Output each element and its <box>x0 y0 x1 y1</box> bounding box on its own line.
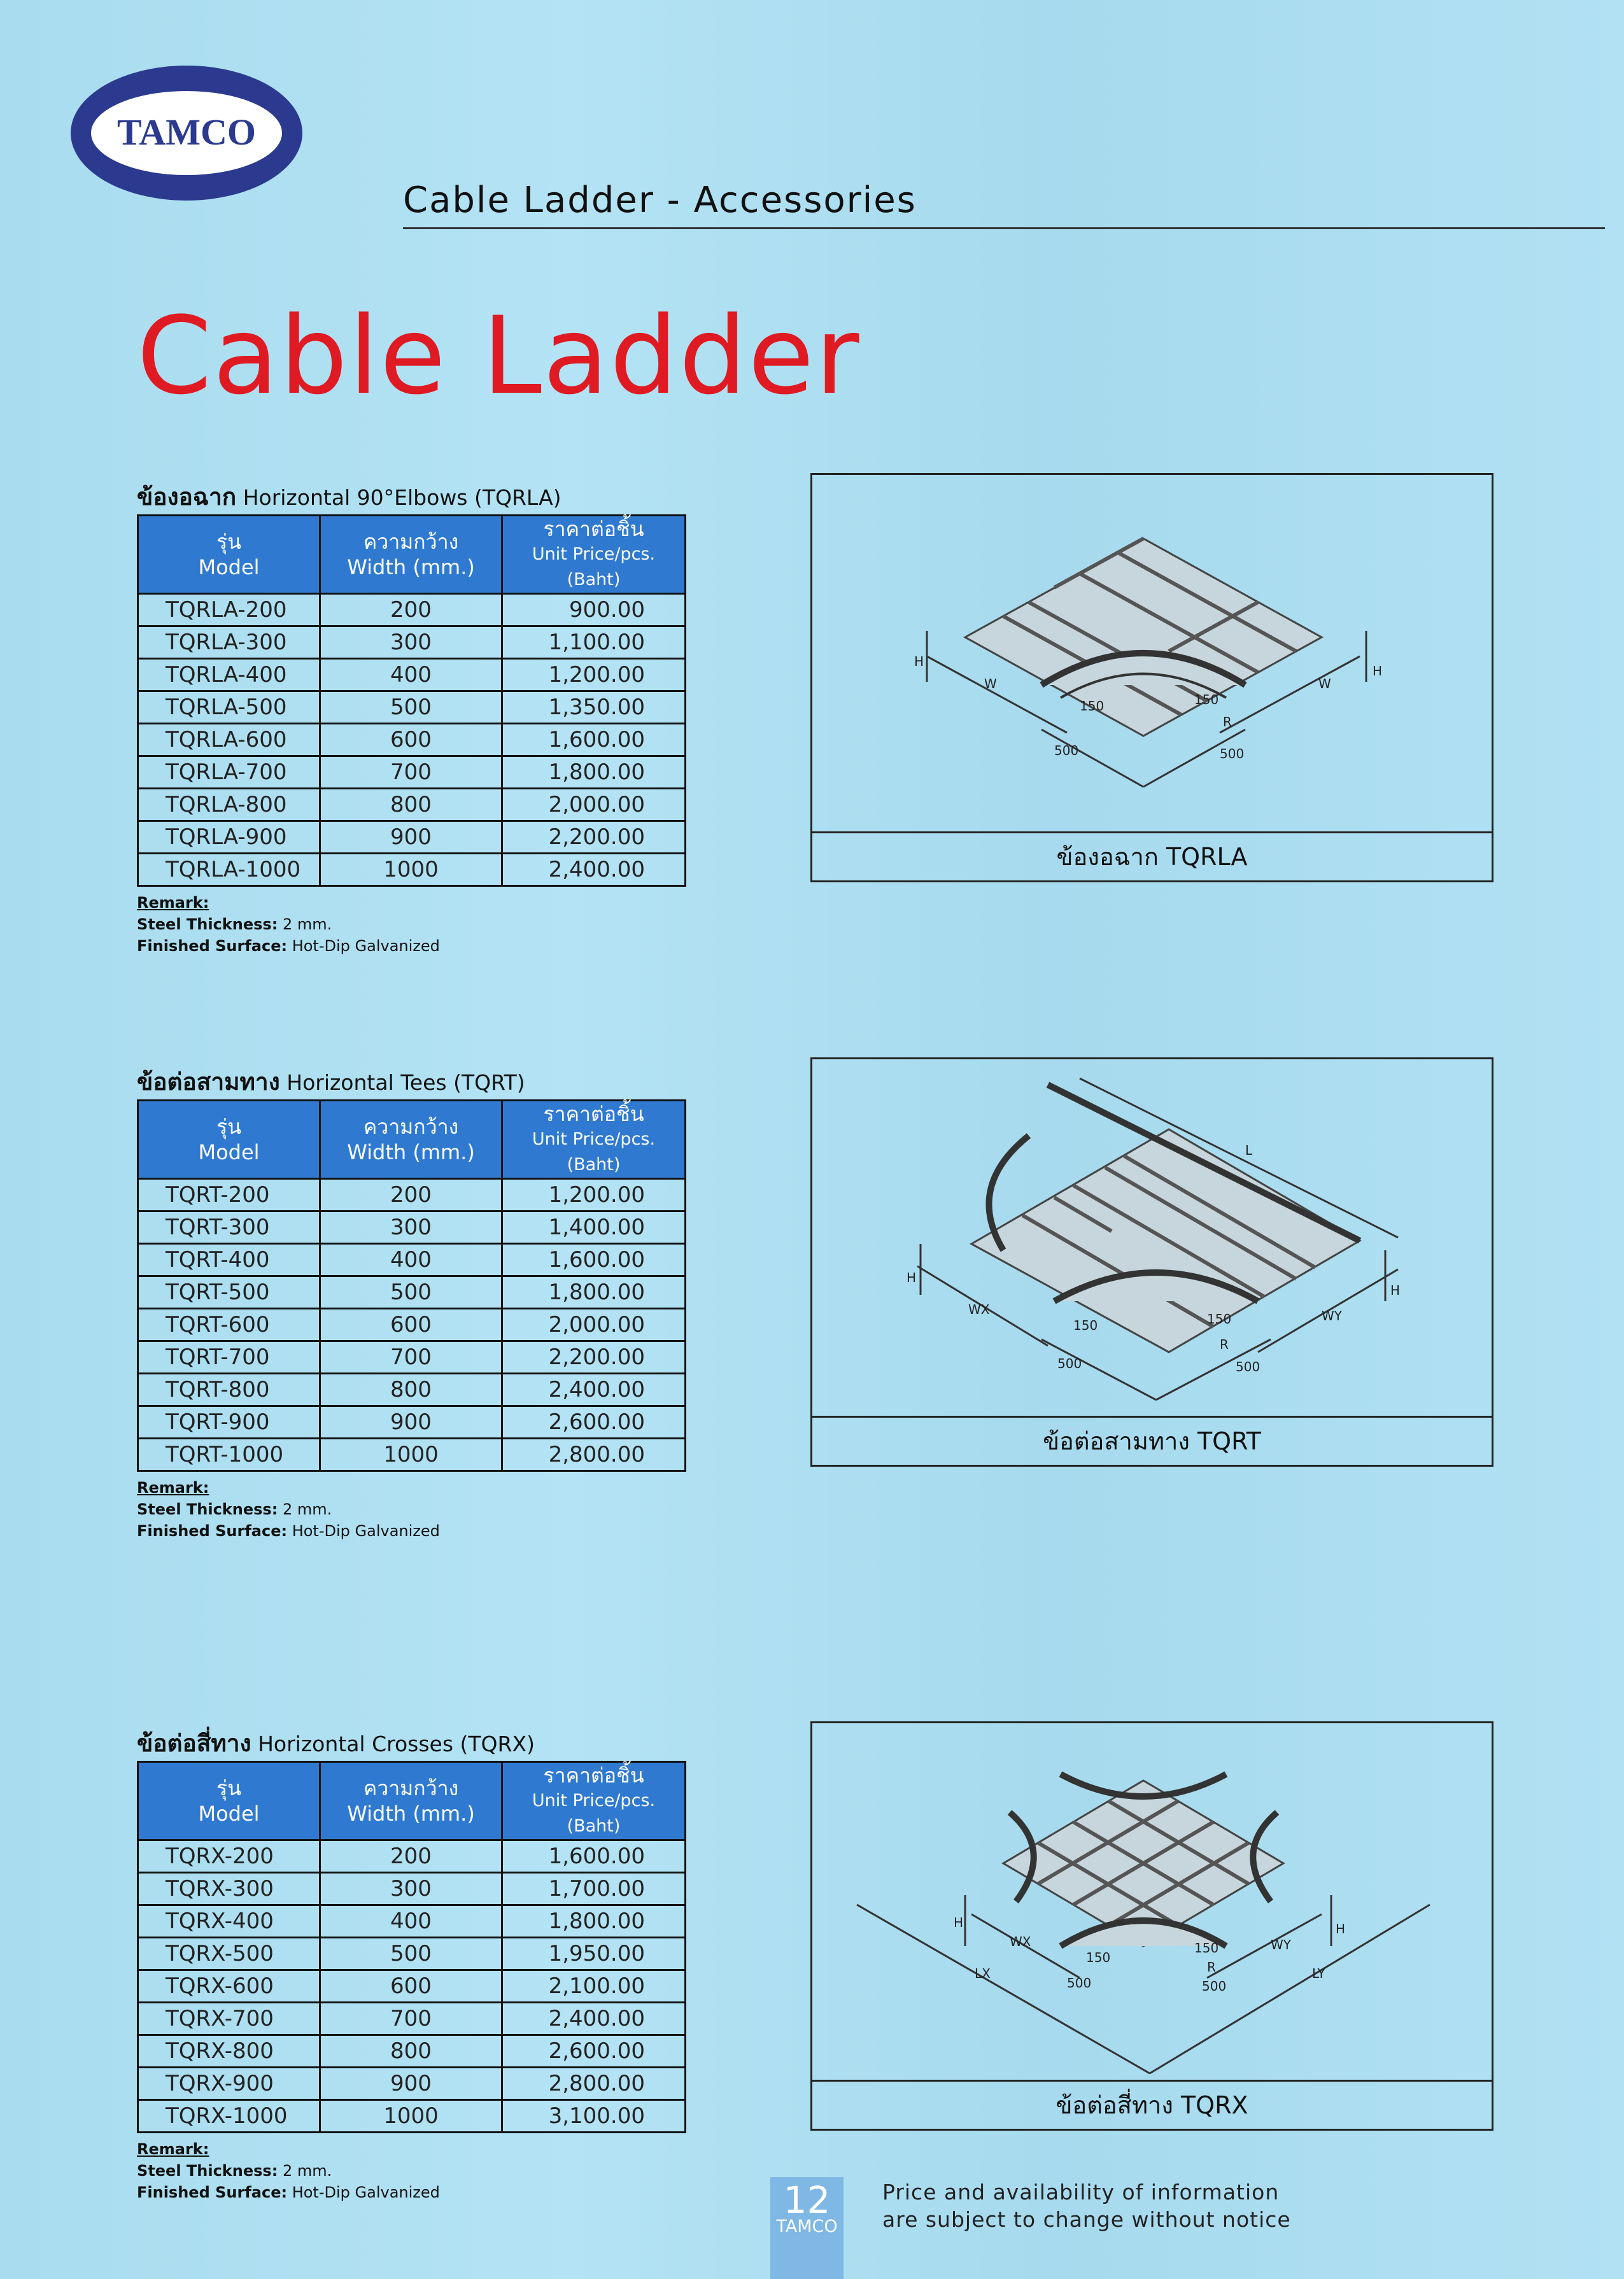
price-cell: 1,200.00 <box>502 1179 686 1211</box>
table-row <box>138 626 686 659</box>
dim-150-right: 150 <box>1194 692 1219 707</box>
diagram-cross <box>810 1721 1493 2131</box>
header-width: ความกว้าง Width (mm.) <box>320 1101 502 1179</box>
dim-h-right: H <box>1390 1283 1401 1298</box>
dim-150-right: 150 <box>1207 1311 1232 1327</box>
model-cell: TQRLA-400 <box>138 659 320 691</box>
width-cell: 800 <box>320 2035 502 2068</box>
width-cell: 200 <box>320 1179 502 1211</box>
table-row <box>138 1873 686 1905</box>
model-cell: TQRLA-1000 <box>138 854 320 886</box>
section-title-thai: ข้อต่อสี่ทาง <box>137 1730 251 1757</box>
width-cell: 700 <box>320 756 502 789</box>
logo-text: TAMCO <box>117 111 257 153</box>
model-cell: TQRT-900 <box>138 1406 320 1439</box>
dim-150-left: 150 <box>1073 1318 1098 1333</box>
price-cell: 1,800.00 <box>502 756 686 789</box>
table-row <box>138 1341 686 1374</box>
price-cell: 1,200.00 <box>502 659 686 691</box>
header-price: ราคาต่อชิ้น Unit Price/pcs. (Baht) <box>502 1762 686 1840</box>
model-cell: TQRX-800 <box>138 2035 320 2068</box>
width-cell: 500 <box>320 1276 502 1309</box>
header-price: ราคาต่อชิ้น Unit Price/pcs. (Baht) <box>502 1101 686 1179</box>
dim-w-left: W <box>984 676 997 691</box>
page-number: 12 <box>783 2178 831 2222</box>
model-cell: TQRT-600 <box>138 1309 320 1341</box>
page-title: Cable Ladder <box>137 293 861 418</box>
dim-w-right: W <box>1318 676 1331 691</box>
dim-150-right: 150 <box>1194 1940 1219 1956</box>
cross-drawing <box>812 1723 1492 2080</box>
price-table <box>137 514 686 887</box>
width-cell: 500 <box>320 1938 502 1970</box>
width-cell: 500 <box>320 691 502 724</box>
price-cell: 1,400.00 <box>502 1211 686 1244</box>
width-cell: 400 <box>320 1244 502 1276</box>
surface-value: Hot-Dip Galvanized <box>292 1522 440 1540</box>
thickness-value: 2 mm. <box>282 2162 332 2180</box>
diagram-tee <box>810 1057 1493 1467</box>
table-row <box>138 1905 686 1938</box>
width-cell: 400 <box>320 1905 502 1938</box>
price-cell: 2,000.00 <box>502 1309 686 1341</box>
diagram-caption: ข้อต่อสามทาง TQRT <box>812 1416 1492 1465</box>
model-cell: TQRLA-700 <box>138 756 320 789</box>
model-cell: TQRT-400 <box>138 1244 320 1276</box>
model-cell: TQRX-400 <box>138 1905 320 1938</box>
model-cell: TQRX-300 <box>138 1873 320 1905</box>
dim-wx: WX <box>968 1302 990 1317</box>
remark <box>137 1477 684 1542</box>
header-model: รุ่น Model <box>138 1762 320 1840</box>
table-row <box>138 1970 686 2003</box>
model-cell: TQRT-200 <box>138 1179 320 1211</box>
price-cell: 1,600.00 <box>502 1840 686 1873</box>
width-cell: 900 <box>320 2068 502 2100</box>
width-cell: 700 <box>320 2003 502 2035</box>
header-model: รุ่น Model <box>138 516 320 594</box>
table-row <box>138 724 686 756</box>
price-table <box>137 1761 686 2133</box>
tee-drawing <box>812 1059 1492 1416</box>
thickness-value: 2 mm. <box>282 1500 332 1518</box>
dim-150-left: 150 <box>1086 1950 1111 1965</box>
price-cell: 2,600.00 <box>502 2035 686 2068</box>
remark-label: Remark: <box>137 2140 209 2158</box>
surface-label: Finished Surface: <box>137 937 288 955</box>
remark <box>137 2138 684 2203</box>
thickness-label: Steel Thickness: <box>137 1500 278 1518</box>
price-cell: 2,100.00 <box>502 1970 686 2003</box>
table-row <box>138 1244 686 1276</box>
width-cell: 1000 <box>320 2100 502 2133</box>
table-row <box>138 756 686 789</box>
surface-label: Finished Surface: <box>137 2184 288 2201</box>
header-model: รุ่น Model <box>138 1101 320 1179</box>
header-title: Cable Ladder - Accessories <box>403 180 917 221</box>
width-cell: 900 <box>320 1406 502 1439</box>
model-cell: TQRLA-800 <box>138 789 320 821</box>
table-row <box>138 1179 686 1211</box>
dim-h-right: H <box>1336 1921 1346 1937</box>
width-cell: 300 <box>320 1211 502 1244</box>
table-row <box>138 1840 686 1873</box>
dim-h-left: H <box>907 1270 917 1285</box>
table-row <box>138 1276 686 1309</box>
model-cell: TQRX-900 <box>138 2068 320 2100</box>
surface-value: Hot-Dip Galvanized <box>292 937 440 955</box>
dim-500-right: 500 <box>1236 1359 1260 1374</box>
section-title-english: Horizontal 90°Elbows (TQRLA) <box>243 485 561 510</box>
section-title-english: Horizontal Crosses (TQRX) <box>258 1732 535 1756</box>
dim-wy: WY <box>1322 1308 1342 1323</box>
dim-500-right: 500 <box>1220 746 1245 761</box>
table-row <box>138 1938 686 1970</box>
footer-note-line-1: Price and availability of information <box>882 2180 1280 2205</box>
price-cell: 2,200.00 <box>502 1341 686 1374</box>
width-cell: 200 <box>320 1840 502 1873</box>
dim-wx: WX <box>1010 1934 1031 1949</box>
surface-label: Finished Surface: <box>137 1522 288 1540</box>
width-cell: 600 <box>320 724 502 756</box>
dim-lx: LX <box>975 1966 991 1981</box>
price-cell: 2,000.00 <box>502 789 686 821</box>
dim-500-right: 500 <box>1202 1979 1227 1994</box>
model-cell: TQRX-1000 <box>138 2100 320 2133</box>
dim-wy: WY <box>1271 1937 1291 1952</box>
header-price: ราคาต่อชิ้น Unit Price/pcs. (Baht) <box>502 516 686 594</box>
width-cell: 200 <box>320 594 502 626</box>
dim-r: R <box>1223 714 1232 730</box>
price-cell: 900.00 <box>502 594 686 626</box>
width-cell: 700 <box>320 1341 502 1374</box>
table-row <box>138 1211 686 1244</box>
width-cell: 1000 <box>320 854 502 886</box>
table-row <box>138 821 686 854</box>
model-cell: TQRX-600 <box>138 1970 320 2003</box>
header-width: ความกว้าง Width (mm.) <box>320 516 502 594</box>
dim-l: L <box>1245 1143 1253 1158</box>
dim-500-left: 500 <box>1054 743 1079 758</box>
price-table <box>137 1099 686 1472</box>
dim-150-left: 150 <box>1080 698 1105 714</box>
table-row <box>138 594 686 626</box>
surface-value: Hot-Dip Galvanized <box>292 2184 440 2201</box>
table-row <box>138 1374 686 1406</box>
price-cell: 1,350.00 <box>502 691 686 724</box>
width-cell: 400 <box>320 659 502 691</box>
section-title-english: Horizontal Tees (TQRT) <box>286 1070 525 1095</box>
table-row <box>138 789 686 821</box>
dim-ly: LY <box>1312 1966 1325 1981</box>
remark <box>137 892 684 957</box>
thickness-label: Steel Thickness: <box>137 2162 278 2180</box>
model-cell: TQRT-300 <box>138 1211 320 1244</box>
width-cell: 800 <box>320 1374 502 1406</box>
table-row <box>138 2100 686 2133</box>
model-cell: TQRLA-300 <box>138 626 320 659</box>
section-title-thai: ข้องอฉาก <box>137 483 237 511</box>
price-cell: 2,400.00 <box>502 1374 686 1406</box>
section-title-thai: ข้อต่อสามทาง <box>137 1068 280 1096</box>
header-width: ความกว้าง Width (mm.) <box>320 1762 502 1840</box>
model-cell: TQRX-500 <box>138 1938 320 1970</box>
price-cell: 1,950.00 <box>502 1938 686 1970</box>
dim-h-left: H <box>954 1915 964 1930</box>
price-cell: 1,600.00 <box>502 1244 686 1276</box>
section-elbows <box>137 480 684 957</box>
price-cell: 2,400.00 <box>502 2003 686 2035</box>
price-cell: 1,700.00 <box>502 1873 686 1905</box>
elbow-drawing <box>812 475 1492 831</box>
model-cell: TQRT-800 <box>138 1374 320 1406</box>
table-row <box>138 1309 686 1341</box>
price-cell: 1,100.00 <box>502 626 686 659</box>
price-cell: 3,100.00 <box>502 2100 686 2133</box>
price-cell: 2,600.00 <box>502 1406 686 1439</box>
model-cell: TQRLA-500 <box>138 691 320 724</box>
price-cell: 1,800.00 <box>502 1276 686 1309</box>
table-row <box>138 659 686 691</box>
table-row <box>138 691 686 724</box>
remark-label: Remark: <box>137 894 209 912</box>
model-cell: TQRT-500 <box>138 1276 320 1309</box>
width-cell: 800 <box>320 789 502 821</box>
price-cell: 1,600.00 <box>502 724 686 756</box>
section-heading <box>137 1726 684 1761</box>
model-cell: TQRX-700 <box>138 2003 320 2035</box>
diagram-caption: ข้องอฉาก TQRLA <box>812 831 1492 880</box>
price-cell: 1,800.00 <box>502 1905 686 1938</box>
table-row <box>138 2003 686 2035</box>
price-cell: 2,800.00 <box>502 2068 686 2100</box>
table-row <box>138 1406 686 1439</box>
footer-note-line-2: are subject to change without notice <box>882 2207 1291 2232</box>
thickness-label: Steel Thickness: <box>137 915 278 933</box>
dim-h-left: H <box>914 654 924 669</box>
table-row <box>138 2035 686 2068</box>
price-cell: 2,200.00 <box>502 821 686 854</box>
thickness-value: 2 mm. <box>282 915 332 933</box>
table-row <box>138 854 686 886</box>
footer-note <box>882 2178 1291 2233</box>
dim-500-left: 500 <box>1067 1975 1092 1991</box>
tamco-logo <box>69 64 304 202</box>
section-heading <box>137 480 684 514</box>
model-cell: TQRLA-600 <box>138 724 320 756</box>
dim-h-right: H <box>1373 663 1383 679</box>
section-heading <box>137 1065 684 1099</box>
width-cell: 600 <box>320 1970 502 2003</box>
model-cell: TQRLA-900 <box>138 821 320 854</box>
remark-label: Remark: <box>137 1479 209 1497</box>
dim-r: R <box>1220 1337 1229 1352</box>
diagram-elbow <box>810 473 1493 882</box>
section-tees <box>137 1065 684 1542</box>
model-cell: TQRX-200 <box>138 1840 320 1873</box>
page-brand: TAMCO <box>776 2217 838 2236</box>
width-cell: 300 <box>320 1873 502 1905</box>
table-row <box>138 2068 686 2100</box>
price-cell: 2,400.00 <box>502 854 686 886</box>
width-cell: 300 <box>320 626 502 659</box>
model-cell: TQRLA-200 <box>138 594 320 626</box>
model-cell: TQRT-1000 <box>138 1439 320 1471</box>
dim-500-left: 500 <box>1057 1356 1082 1371</box>
diagram-caption: ข้อต่อสี่ทาง TQRX <box>812 2080 1492 2129</box>
width-cell: 600 <box>320 1309 502 1341</box>
model-cell: TQRT-700 <box>138 1341 320 1374</box>
price-cell: 2,800.00 <box>502 1439 686 1471</box>
table-row <box>138 1439 686 1471</box>
section-crosses <box>137 1726 684 2203</box>
width-cell: 1000 <box>320 1439 502 1471</box>
width-cell: 900 <box>320 821 502 854</box>
dim-r: R <box>1207 1959 1216 1975</box>
header-divider <box>403 227 1605 229</box>
